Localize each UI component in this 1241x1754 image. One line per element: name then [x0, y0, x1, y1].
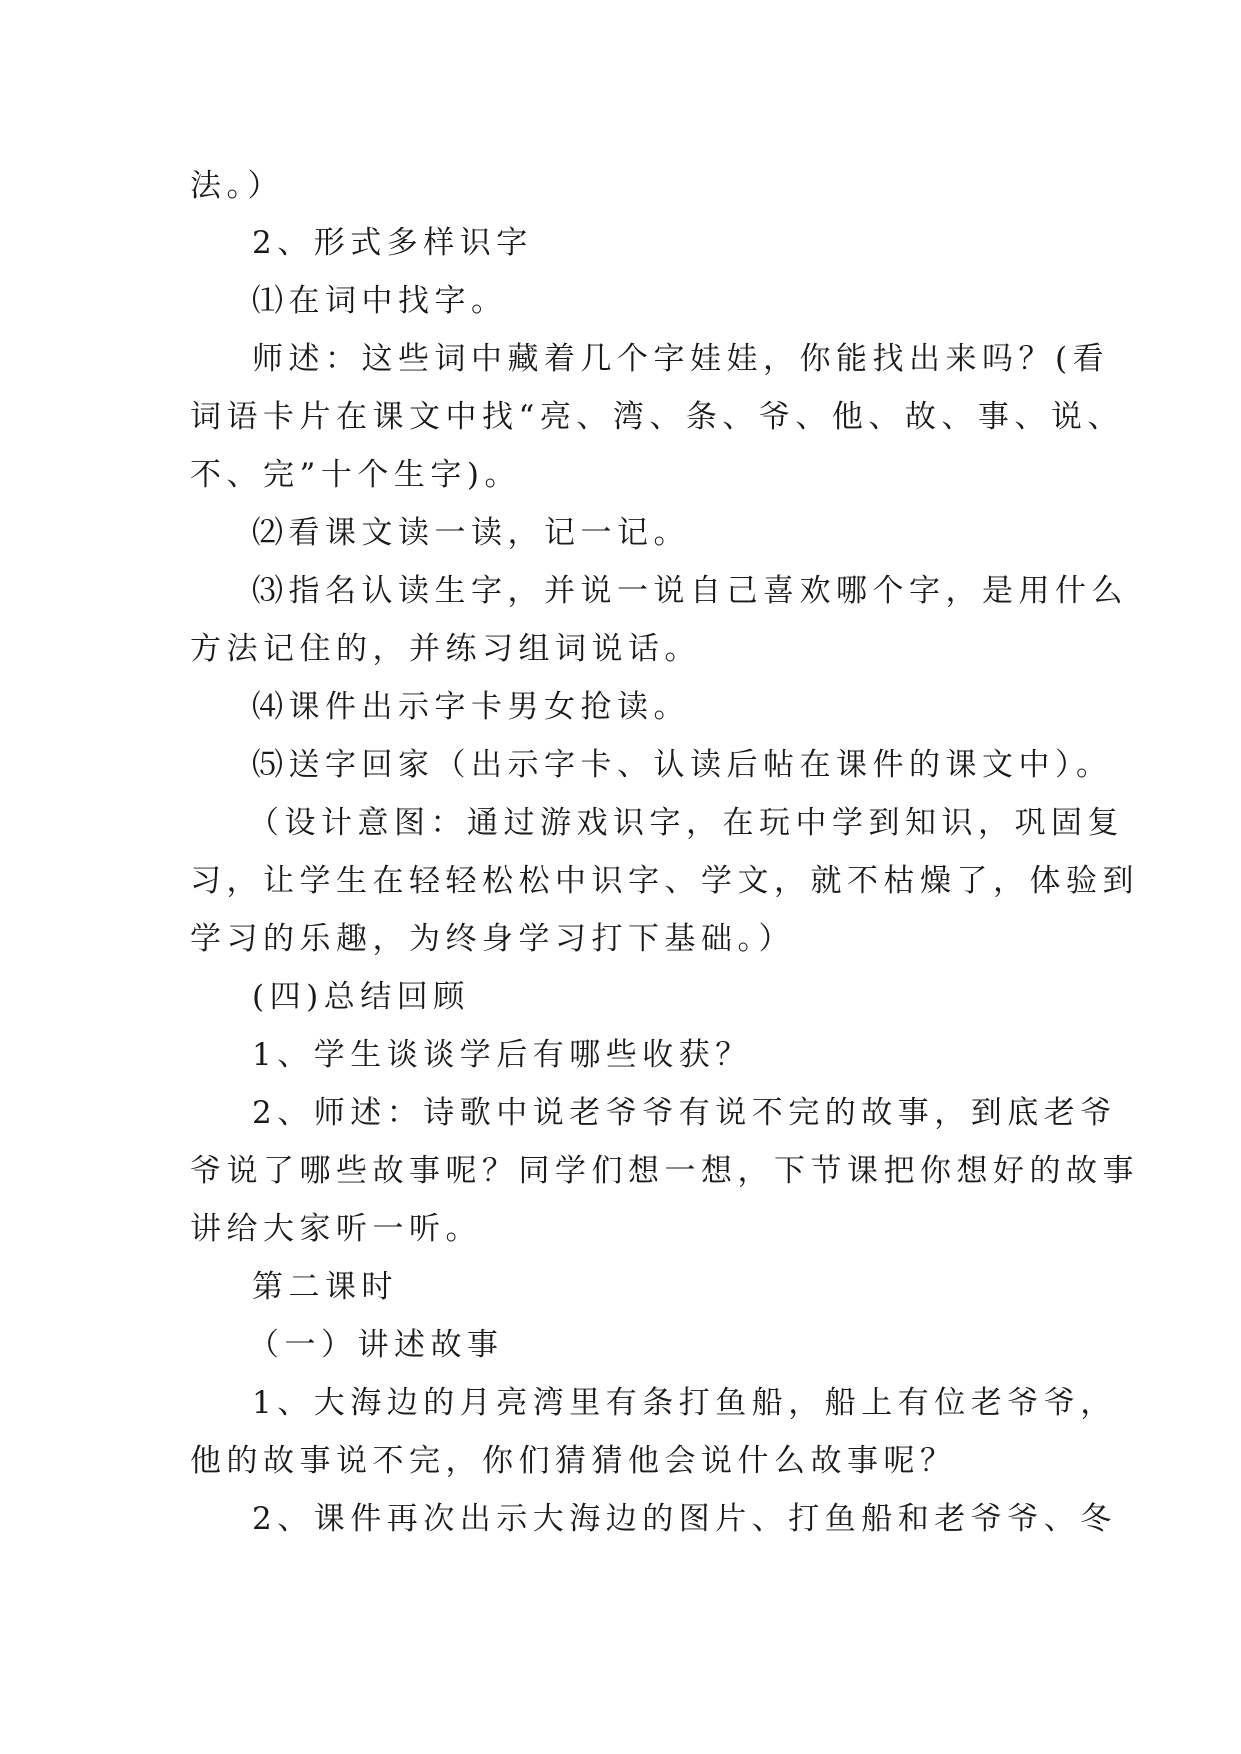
list-item: ⑵看课文读一读，记一记。: [252, 515, 690, 551]
paragraph-line: 爷说了哪些故事呢？同学们想一想，下节课把你想好的故事: [190, 1153, 1139, 1189]
design-note-line: 习，让学生在轻轻松松中识字、学文，就不枯燥了，体验到: [190, 863, 1139, 899]
lesson-heading: 第二课时: [252, 1269, 398, 1305]
paragraph-line: 词语卡片在课文中找“亮、湾、条、爷、他、故、事、说、: [190, 399, 1124, 435]
list-item: ⑴在词中找字。: [252, 283, 508, 319]
paragraph-line: 1、大海边的月亮湾里有条打鱼船，船上有位老爷爷，: [252, 1385, 1117, 1421]
section-heading: (四)总结回顾: [252, 979, 470, 1015]
paragraph-line: 他的故事说不完，你们猜猜他会说什么故事呢？: [190, 1443, 957, 1479]
design-note-line: （设计意图：通过游戏识字，在玩中学到知识，巩固复: [248, 805, 1124, 841]
list-item: ⑷课件出示字卡男女抢读。: [252, 689, 690, 725]
section-heading: （一）讲述故事: [248, 1327, 504, 1363]
paragraph-line: 2、课件再次出示大海边的图片、打鱼船和老爷爷、冬: [252, 1501, 1117, 1537]
paragraph-line: 方法记住的，并练习组词说话。: [190, 631, 701, 667]
paragraph-line: 不、完”十个生字)。: [190, 457, 521, 493]
list-item: 1、学生谈谈学后有哪些收获？: [252, 1037, 752, 1073]
list-item: ⑸送字回家（出示字卡、认读后帖在课件的课文中）。: [252, 747, 1113, 783]
design-note-line: 学习的乐趣，为终身学习打下基础。）: [190, 921, 795, 957]
text-line: 法。）: [190, 168, 284, 204]
list-item: ⑶指名认读生字，并说一说自己喜欢哪个字，是用什么: [252, 573, 1128, 609]
paragraph-line: 2、师述：诗歌中说老爷爷有说不完的故事，到底老爷: [252, 1095, 1117, 1131]
paragraph-line: 师述：这些词中藏着几个字娃娃，你能找出来吗？(看: [252, 341, 1110, 377]
paragraph-line: 讲给大家听一听。: [190, 1211, 482, 1247]
section-heading: 2、形式多样识字: [252, 225, 533, 261]
